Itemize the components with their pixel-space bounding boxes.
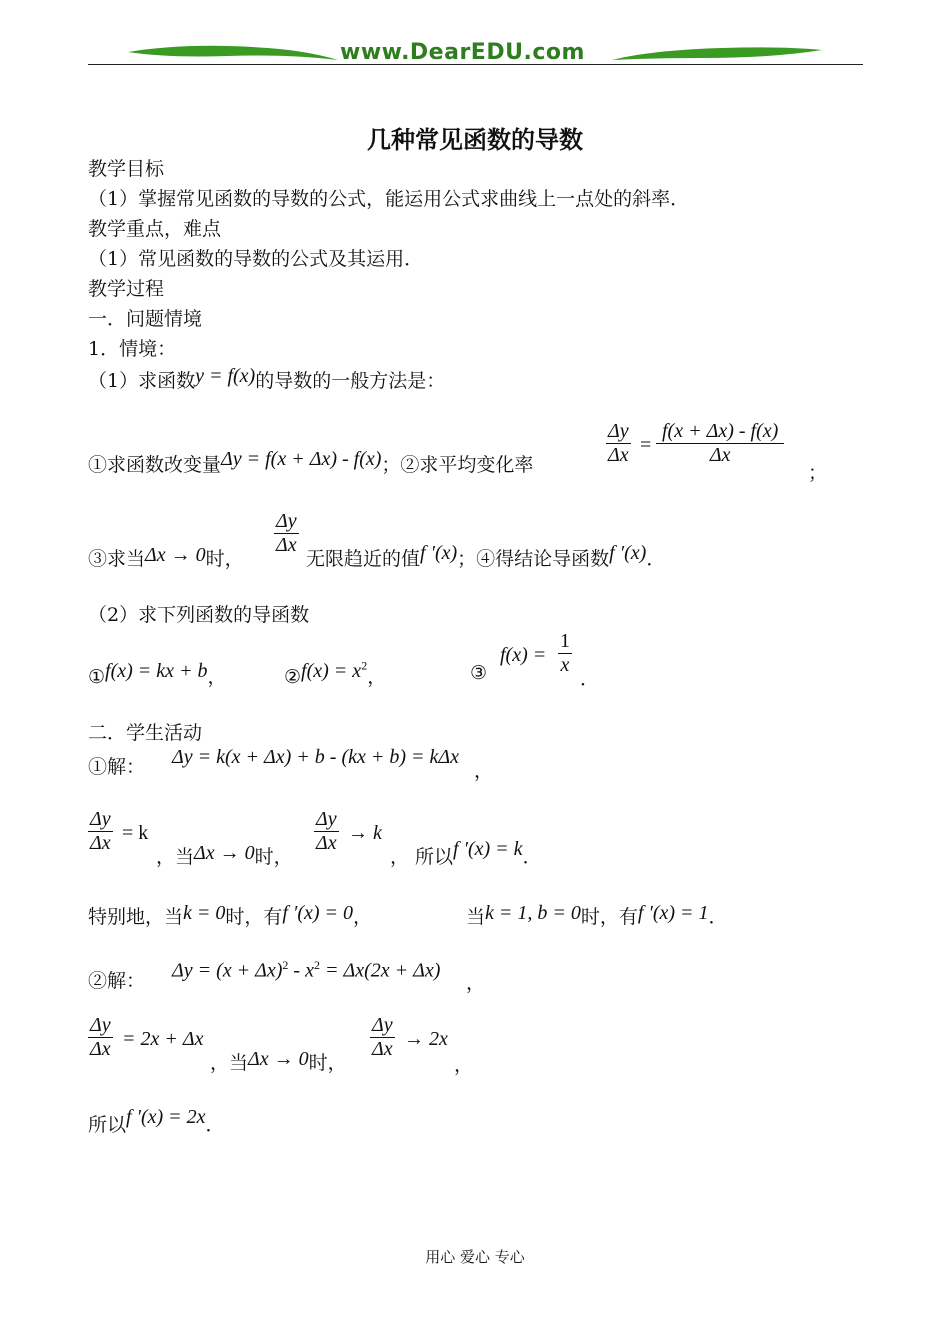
math-dx-to-0: Δx → 0 <box>248 1048 309 1070</box>
text: ，当 <box>210 1052 249 1074</box>
superscript: 2 <box>282 958 289 972</box>
equals-sign: = <box>640 434 652 456</box>
text: ， <box>367 666 387 688</box>
heading-process: 教学过程 <box>88 278 165 300</box>
semicolon: ； <box>808 462 828 484</box>
answer-2-conclusion <box>88 1106 225 1137</box>
text: 时， <box>308 1052 347 1074</box>
text: - x <box>288 959 314 982</box>
denominator: Δx <box>90 832 111 854</box>
fraction-1-over-x <box>558 630 572 677</box>
comma: ， <box>466 972 486 994</box>
math-y-fx: y = f(x) <box>195 365 256 387</box>
line-general-method <box>88 366 445 393</box>
special-case-1 <box>88 902 372 929</box>
text: f(x) = x <box>301 660 362 682</box>
answer-1-conclusion <box>390 838 542 869</box>
superscript: 2 <box>313 958 320 972</box>
denominator: x <box>558 653 572 677</box>
math-dx-to-0: Δx → 0 <box>194 842 255 864</box>
page-title: 几种常见函数的导数 <box>367 125 583 154</box>
text: ，当 <box>156 846 195 868</box>
text: ；④得结论导函数 <box>457 548 610 570</box>
text: 时， <box>254 846 293 868</box>
numerator: Δy <box>372 1014 393 1036</box>
line-step-3-4 <box>88 544 244 571</box>
text: ， <box>207 666 227 688</box>
math-answer-1: Δy = k(x + Δx) + b - (kx + b) = kΔx <box>172 746 460 768</box>
period: ． <box>580 668 600 690</box>
text: ③ <box>470 662 488 684</box>
section-2-heading: 二．学生活动 <box>88 722 203 744</box>
text: 时，有 <box>225 906 283 928</box>
text: ． <box>522 846 542 868</box>
page-footer: 用心 爱心 专心 <box>425 1248 525 1266</box>
numerator: Δy <box>90 808 111 830</box>
math-fprime-k: f ′(x) = k <box>453 838 523 860</box>
line-step-3-4-cont <box>306 544 665 571</box>
text: ② <box>284 666 302 688</box>
math-fprime-2x: f ′(x) = 2x <box>126 1106 206 1128</box>
answer-1-limit-text <box>156 842 293 869</box>
text: ． <box>205 1114 225 1136</box>
fraction-dy-dx <box>370 1014 395 1061</box>
text: ① <box>88 666 106 688</box>
text: 时， <box>205 548 244 570</box>
text: （1）求函数 <box>88 370 196 392</box>
section-1-heading: 一．问题情境 <box>88 308 203 330</box>
denominator: Δx <box>656 443 784 467</box>
text: 时，有 <box>580 906 638 928</box>
text: 的导数的一般方法是： <box>255 370 446 392</box>
denominator: Δx <box>372 1038 393 1060</box>
math-fprime-1: f ′(x) = 1 <box>637 902 709 924</box>
heading-objectives: 教学目标 <box>88 158 165 180</box>
comma: ， <box>474 760 494 782</box>
denominator: Δx <box>608 444 629 466</box>
fraction-dy-dx <box>314 808 339 855</box>
superscript: 2 <box>361 658 368 673</box>
fraction-dy-dx <box>88 1014 113 1061</box>
math-k1-b0: k = 1, b = 0 <box>485 902 581 924</box>
numerator: Δy <box>608 420 629 442</box>
example-2 <box>284 658 387 689</box>
denominator: Δx <box>276 534 297 556</box>
fraction-dy-dx <box>88 808 113 855</box>
fraction-dy-dx <box>606 420 631 467</box>
numerator: Δy <box>276 510 297 532</box>
keypoints-text: （1）常见函数的导数的公式及其运用． <box>88 248 424 270</box>
numerator: 1 <box>560 630 570 652</box>
math-square <box>301 660 367 682</box>
fraction-dy-dx <box>274 510 299 557</box>
line-step-1-2 <box>88 450 533 477</box>
denominator: Δx <box>90 1038 111 1060</box>
text: ． <box>646 548 666 570</box>
special-case-2 <box>466 902 728 929</box>
text: ， 所以 <box>390 846 454 868</box>
text: ， <box>353 906 373 928</box>
answer-2-label: ②解： <box>88 970 146 992</box>
comma: ， <box>454 1054 474 1076</box>
math-equals-k: = k <box>122 822 149 844</box>
fraction-difference-quotient <box>656 420 784 467</box>
denominator: Δx <box>316 832 337 854</box>
answer-1-label: ①解： <box>88 756 146 778</box>
text: = Δx(2x + Δx) <box>319 959 441 982</box>
math-to-2x: → 2x <box>404 1028 448 1050</box>
math-dx-to-0: Δx → 0 <box>145 544 206 566</box>
numerator: Δy <box>316 808 337 830</box>
math-fprime: f ′(x) <box>609 542 647 564</box>
objective-text: （1）掌握常见函数的导数的公式，能运用公式求曲线上一点处的斜率． <box>88 188 690 210</box>
situation-heading: 1．情境： <box>88 338 177 360</box>
numerator: Δy <box>90 1014 111 1036</box>
answer-2-limit-text <box>210 1048 347 1075</box>
text: ． <box>708 906 728 928</box>
text: ①求函数改变量 <box>88 454 222 476</box>
math-to-k: → k <box>348 822 382 844</box>
numerator: f(x + Δx) - f(x) <box>662 420 779 442</box>
math-reciprocal-lhs: f(x) = <box>500 644 547 666</box>
question-2: （2）求下列函数的导函数 <box>88 604 310 626</box>
text: Δy = (x + Δx) <box>172 959 283 982</box>
math-answer-2 <box>172 958 440 983</box>
math-k-0: k = 0 <box>183 902 226 924</box>
text: 无限趋近的值 <box>306 548 421 570</box>
text: ③求当 <box>88 548 146 570</box>
example-3 <box>470 662 487 684</box>
text: 所以 <box>88 1114 127 1136</box>
math-2x-plus-dx: = 2x + Δx <box>122 1028 204 1050</box>
math-fprime: f ′(x) <box>420 542 458 564</box>
math-linear: f(x) = kx + b <box>105 660 208 682</box>
example-1 <box>88 662 227 689</box>
heading-keypoints: 教学重点，难点 <box>88 218 222 240</box>
math-delta-y: Δy = f(x + Δx) - f(x) <box>221 448 382 470</box>
header-rule <box>88 64 863 65</box>
text: 当 <box>466 906 486 928</box>
text: 特别地，当 <box>88 906 184 928</box>
header-swoosh-right <box>612 40 822 64</box>
site-logo: www.DearEDU.com <box>340 40 585 65</box>
math-fprime-0: f ′(x) = 0 <box>282 902 354 924</box>
header-swoosh-left <box>128 40 338 64</box>
text: ；②求平均变化率 <box>381 454 534 476</box>
